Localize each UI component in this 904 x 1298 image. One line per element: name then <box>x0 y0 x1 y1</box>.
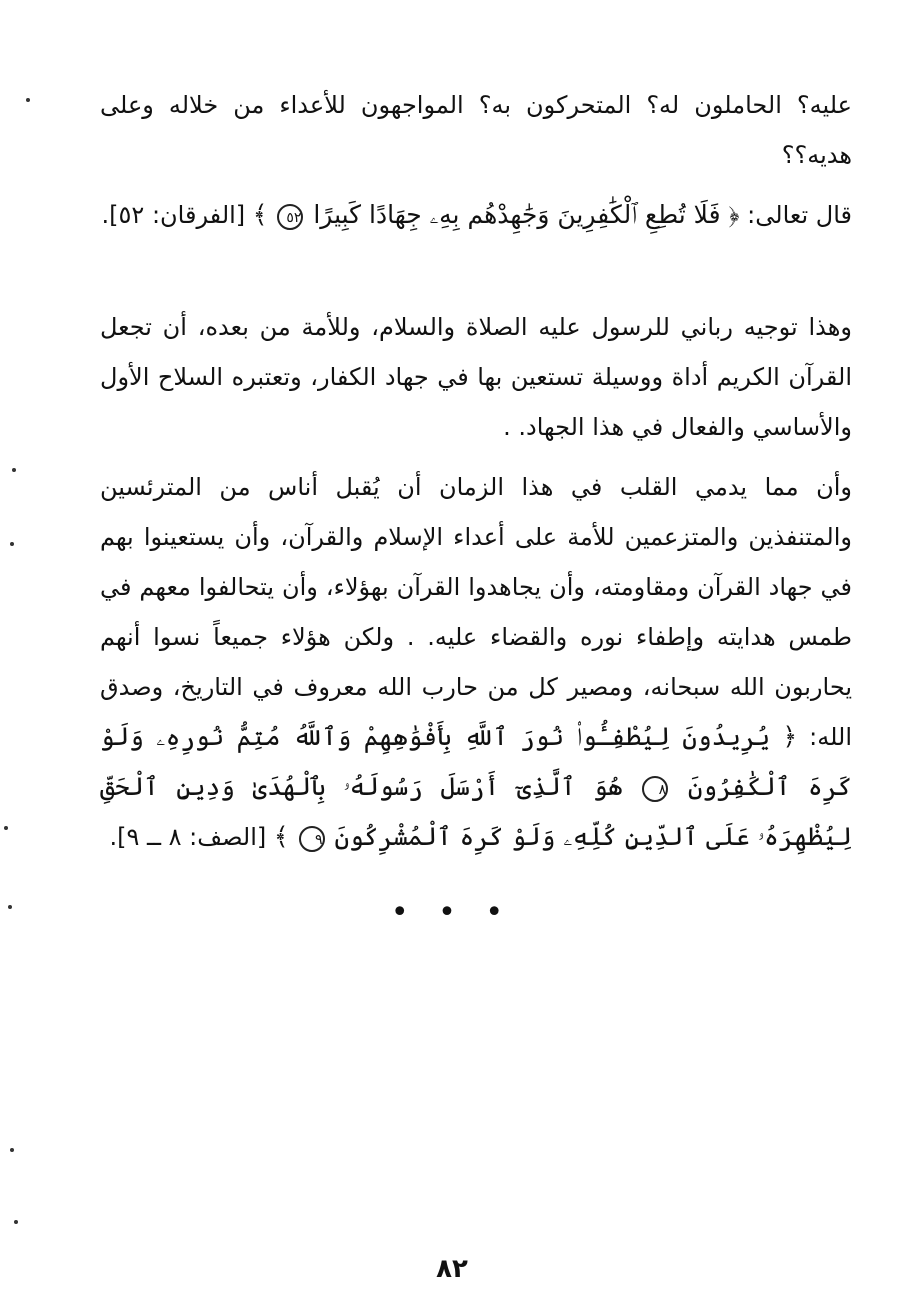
paragraph-4 <box>100 462 852 862</box>
scan-speck <box>8 905 12 909</box>
verse-reference: [الفرقان: ٥٢]. <box>101 201 253 229</box>
page-number: ٨٢ <box>436 1254 468 1284</box>
verse-text: ﴿ فَلَا تُطِعِ ٱلْكَٰفِرِينَ وَجَٰهِدْهُم بِهِۦ جِهَادًا كَبِيرًا <box>313 200 740 229</box>
scan-speck <box>4 826 8 830</box>
quran-verse <box>253 200 740 229</box>
scan-speck <box>12 468 16 472</box>
verse-reference: [الصف: ٨ ــ ٩]. <box>109 823 274 851</box>
scan-speck <box>26 98 30 102</box>
scan-speck <box>14 1220 18 1224</box>
paragraph-quran-furqan <box>100 190 852 240</box>
verse-close-bracket: ﴾ <box>252 200 268 229</box>
paragraph-1: عليه؟ الحاملون له؟ المتحركون به؟ المواجهون للأعداء من خلاله وعلى هديه؟؟ <box>100 91 852 169</box>
verse-close-bracket: ﴾ <box>273 822 289 851</box>
ayah-number-badge: ٥٢ <box>277 204 303 230</box>
verse-text-2: هُوَ ٱلَّذِىٓ أَرْسَلَ رَسُولَهُۥ بِٱلْهُدَىٰ وَدِينِ ٱلْحَقِّ لِيُظْهِرَهُۥ عَلَى ٱلدِّينِ كُلِّهِۦ وَلَوْ كَرِهَ ٱلْمُشْرِكُونَ <box>100 772 852 851</box>
verse-text-1: ﴿ يُرِيدُونَ لِيُطْفِـُٔوا۟ نُورَ ٱللَّهِ بِأَفْوَٰهِهِمْ وَٱللَّهُ مُتِمُّ نُورِهِۦ وَلَوْ كَرِهَ ٱلْكَٰفِرُونَ <box>100 722 852 801</box>
scan-speck <box>10 542 14 546</box>
ayah-number-badge: ٩ <box>299 826 325 852</box>
paragraph-4-text: وأن مما يدمي القلب في هذا الزمان أن يُقبل أناس من المترئسين والمتنفذين والمتزعمين للأمة على أعداء الإسلام والقرآن، وأن يستعينوا بهم في جهاد القرآن ومقاومته، وأن يجاهدوا القرآن بهؤلاء، وأن يتحالفوا معهم في طمس هدايته وإطفاء نوره والقضاء عليه. . ولكن هؤلاء جميعاً نسوا أنهم يحاربون الله سبحانه، ومصير كل من حارب الله معروف في التاريخ، وصدق الله: <box>100 473 852 751</box>
paragraph-3: وهذا توجيه رباني للرسول عليه الصلاة والسلام، وللأمة من بعده، أن تجعل القرآن الكريم أداة ووسيلة تستعين بها في جهاد الكفار، وتعتبره السلاح الأول والأساسي والفعال في هذا الجهاد. . <box>100 313 852 441</box>
quote-intro: قال تعالى: <box>739 201 852 229</box>
scan-speck <box>10 1148 14 1152</box>
section-separator: • • • <box>390 895 514 930</box>
ayah-number-badge: ٨ <box>642 776 668 802</box>
